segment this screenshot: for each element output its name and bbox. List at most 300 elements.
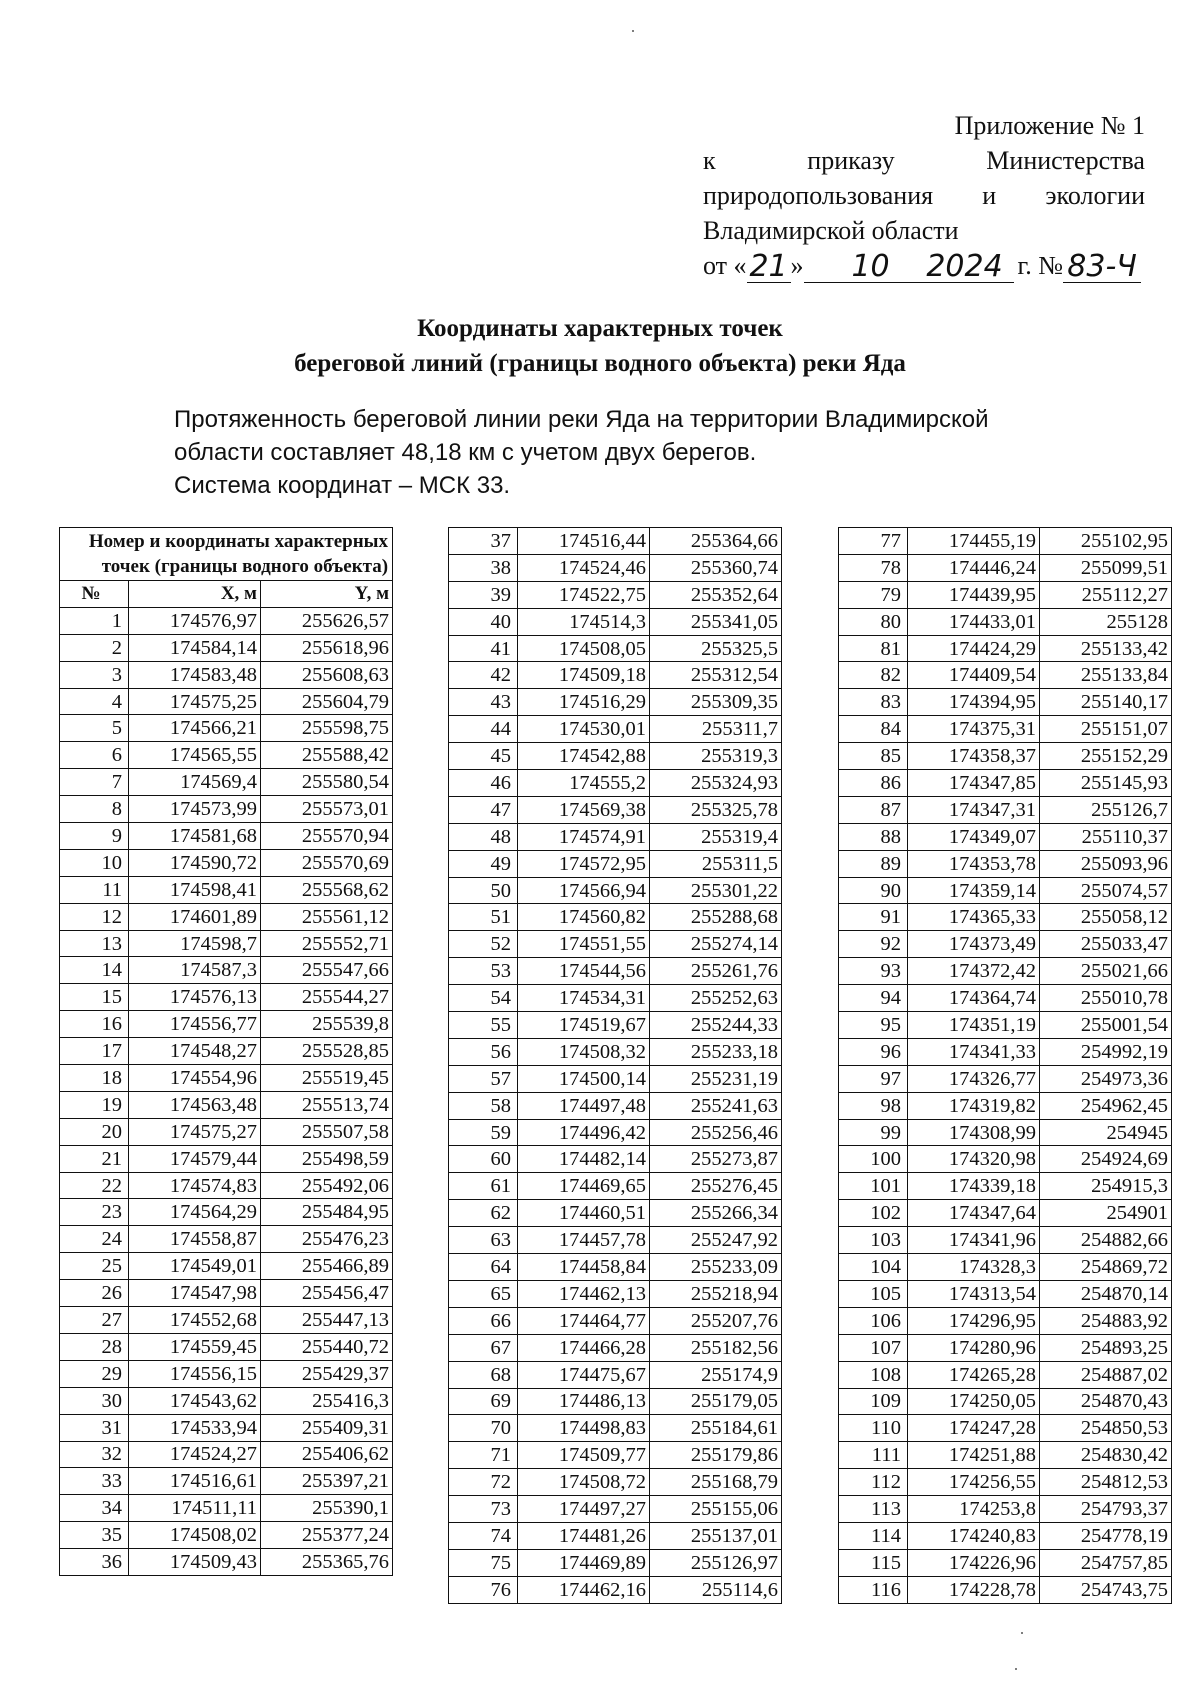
table-row: [449, 1549, 782, 1576]
coord-y: 255152,29: [1040, 743, 1172, 770]
coord-y: 255233,18: [650, 1038, 782, 1065]
point-number: 111: [839, 1442, 908, 1469]
point-number: 23: [60, 1199, 129, 1226]
table-row: [839, 1254, 1172, 1281]
table-row: [449, 985, 782, 1012]
coord-y: 255261,76: [650, 958, 782, 985]
point-number: 11: [60, 876, 129, 903]
point-number: 63: [449, 1227, 518, 1254]
table-row: [449, 581, 782, 608]
coord-x: 174433,01: [908, 608, 1040, 635]
coord-x: 174247,28: [908, 1415, 1040, 1442]
point-number: 77: [839, 528, 908, 555]
table-row: [60, 1065, 393, 1092]
point-number: 66: [449, 1307, 518, 1334]
coord-y: 255360,74: [650, 554, 782, 581]
point-number: 91: [839, 904, 908, 931]
intro-line-3: Система координат – МСК 33.: [174, 472, 511, 499]
coord-y: 254945: [1040, 1119, 1172, 1146]
coord-x: 174581,68: [129, 823, 261, 850]
table-row: [449, 662, 782, 689]
coord-x: 174486,13: [518, 1388, 650, 1415]
table-row: [839, 743, 1172, 770]
table-row: [839, 1119, 1172, 1146]
coord-x: 174280,96: [908, 1334, 1040, 1361]
column-header-x: X, м: [129, 581, 261, 608]
coord-y: 254973,36: [1040, 1065, 1172, 1092]
point-number: 100: [839, 1146, 908, 1173]
point-number: 86: [839, 770, 908, 797]
point-number: 70: [449, 1415, 518, 1442]
coord-x: 174497,27: [518, 1496, 650, 1523]
coord-y: 255365,76: [261, 1549, 393, 1576]
coord-x: 174409,54: [908, 662, 1040, 689]
point-number: 57: [449, 1065, 518, 1092]
coord-x: 174375,31: [908, 716, 1040, 743]
coord-x: 174575,25: [129, 688, 261, 715]
table-row: [839, 850, 1172, 877]
coord-x: 174475,67: [518, 1361, 650, 1388]
coord-y: 255309,35: [650, 689, 782, 716]
coord-y: 255561,12: [261, 903, 393, 930]
coord-x: 174508,05: [518, 635, 650, 662]
coordinates-table-2: [448, 527, 782, 1604]
point-number: 40: [449, 608, 518, 635]
table-row: [449, 1307, 782, 1334]
coord-y: 255151,07: [1040, 716, 1172, 743]
coord-y: 254962,45: [1040, 1092, 1172, 1119]
scan-speck: [1015, 1668, 1017, 1670]
coord-y: 255133,84: [1040, 662, 1172, 689]
table-row: [60, 1011, 393, 1038]
coord-x: 174524,27: [129, 1441, 261, 1468]
point-number: 76: [449, 1576, 518, 1603]
point-number: 29: [60, 1360, 129, 1387]
coordinates-table-3: [838, 527, 1172, 1604]
table-row: [839, 1200, 1172, 1227]
table-row: [60, 984, 393, 1011]
point-number: 55: [449, 1012, 518, 1039]
coord-x: 174469,65: [518, 1173, 650, 1200]
table-row: [449, 1092, 782, 1119]
point-number: 48: [449, 823, 518, 850]
coord-y: 255001,54: [1040, 1012, 1172, 1039]
coord-y: 255266,34: [650, 1200, 782, 1227]
point-number: 8: [60, 796, 129, 823]
table-row: [839, 1522, 1172, 1549]
table-row: [449, 877, 782, 904]
point-number: 43: [449, 689, 518, 716]
point-number: 17: [60, 1038, 129, 1065]
point-number: 84: [839, 716, 908, 743]
scan-speck: [1021, 1632, 1023, 1634]
point-number: 21: [60, 1145, 129, 1172]
appendix-date-line: [703, 248, 1145, 283]
point-number: 9: [60, 823, 129, 850]
table-row: [449, 850, 782, 877]
table-row: [449, 931, 782, 958]
point-number: 32: [60, 1441, 129, 1468]
table-row: [839, 931, 1172, 958]
coord-y: 255244,33: [650, 1012, 782, 1039]
table-row: [449, 1496, 782, 1523]
coord-y: 255184,61: [650, 1415, 782, 1442]
table-row: [60, 903, 393, 930]
appendix-word: Министерства: [986, 146, 1145, 175]
coord-x: 174508,72: [518, 1469, 650, 1496]
date-suffix: г. №: [1017, 251, 1064, 280]
coord-x: 174542,88: [518, 743, 650, 770]
intro-paragraph: [174, 403, 1134, 502]
table-row: [839, 635, 1172, 662]
table-row: [839, 581, 1172, 608]
appendix-word: природопользования: [703, 181, 934, 210]
coord-y: 255539,8: [261, 1011, 393, 1038]
point-number: 41: [449, 635, 518, 662]
coord-y: 255513,74: [261, 1091, 393, 1118]
point-number: 95: [839, 1012, 908, 1039]
table-row: [60, 1091, 393, 1118]
table-row: [60, 1172, 393, 1199]
coord-y: 255484,95: [261, 1199, 393, 1226]
coord-y: 255218,94: [650, 1280, 782, 1307]
coord-x: 174555,2: [518, 770, 650, 797]
coord-y: 255133,42: [1040, 635, 1172, 662]
point-number: 65: [449, 1280, 518, 1307]
point-number: 4: [60, 688, 129, 715]
point-number: 60: [449, 1146, 518, 1173]
point-number: 59: [449, 1119, 518, 1146]
coord-y: 255155,06: [650, 1496, 782, 1523]
column-header-number: №: [60, 581, 129, 608]
coord-x: 174572,95: [518, 850, 650, 877]
table-row: [60, 1253, 393, 1280]
appendix-block: [703, 108, 1145, 283]
coord-y: 255074,57: [1040, 877, 1172, 904]
coord-x: 174544,56: [518, 958, 650, 985]
coord-y: 255174,9: [650, 1361, 782, 1388]
point-number: 52: [449, 931, 518, 958]
table-row: [839, 796, 1172, 823]
point-number: 62: [449, 1200, 518, 1227]
coord-x: 174498,83: [518, 1415, 650, 1442]
point-number: 78: [839, 554, 908, 581]
table-row: [60, 607, 393, 634]
table-row: [60, 1414, 393, 1441]
coord-y: 255440,72: [261, 1333, 393, 1360]
coord-x: 174460,51: [518, 1200, 650, 1227]
date-year-handwritten: 2024: [916, 252, 1014, 283]
coord-y: 254793,37: [1040, 1496, 1172, 1523]
date-month-handwritten: 10: [826, 252, 916, 283]
table-row: [449, 1522, 782, 1549]
coord-x: 174328,3: [908, 1254, 1040, 1281]
table-row: [449, 1119, 782, 1146]
table-row: [60, 1038, 393, 1065]
coord-y: 255406,62: [261, 1441, 393, 1468]
table-row: [60, 1226, 393, 1253]
coord-y: 255390,1: [261, 1495, 393, 1522]
coord-x: 174458,84: [518, 1254, 650, 1281]
coord-x: 174341,96: [908, 1227, 1040, 1254]
coord-x: 174497,48: [518, 1092, 650, 1119]
table-row: [449, 1254, 782, 1281]
appendix-word: экологии: [1045, 181, 1145, 210]
table-row: [839, 1361, 1172, 1388]
table-row: [449, 1415, 782, 1442]
point-number: 108: [839, 1361, 908, 1388]
point-number: 82: [839, 662, 908, 689]
coord-x: 174584,14: [129, 634, 261, 661]
coord-y: 255273,87: [650, 1146, 782, 1173]
table-row: [449, 635, 782, 662]
table-row: [449, 528, 782, 555]
point-number: 75: [449, 1549, 518, 1576]
point-number: 38: [449, 554, 518, 581]
order-number-handwritten: 83-Ч: [1063, 252, 1141, 283]
table-row: [60, 823, 393, 850]
coord-y: 255256,46: [650, 1119, 782, 1146]
coord-y: 255476,23: [261, 1226, 393, 1253]
table-header: Номер и координаты характерных точек (границы водного объекта): [60, 528, 393, 581]
coord-y: 255010,78: [1040, 985, 1172, 1012]
coord-x: 174439,95: [908, 581, 1040, 608]
point-number: 103: [839, 1227, 908, 1254]
coord-y: 255312,54: [650, 662, 782, 689]
coord-y: 255492,06: [261, 1172, 393, 1199]
table-row: [449, 1280, 782, 1307]
coord-x: 174556,15: [129, 1360, 261, 1387]
coord-x: 174575,27: [129, 1118, 261, 1145]
coord-x: 174558,87: [129, 1226, 261, 1253]
table-row: [449, 554, 782, 581]
point-number: 20: [60, 1118, 129, 1145]
coord-x: 174251,88: [908, 1442, 1040, 1469]
coord-y: 255099,51: [1040, 554, 1172, 581]
appendix-region: Владимирской области: [703, 216, 959, 245]
coord-x: 174549,01: [129, 1253, 261, 1280]
coord-y: 255552,71: [261, 930, 393, 957]
point-number: 87: [839, 796, 908, 823]
appendix-word: приказу: [807, 146, 895, 175]
point-number: 97: [839, 1065, 908, 1092]
table-row: [839, 904, 1172, 931]
point-number: 90: [839, 877, 908, 904]
coord-x: 174522,75: [518, 581, 650, 608]
point-number: 30: [60, 1387, 129, 1414]
coord-y: 255547,66: [261, 957, 393, 984]
table-row: [60, 1333, 393, 1360]
point-number: 110: [839, 1415, 908, 1442]
point-number: 92: [839, 931, 908, 958]
point-number: 96: [839, 1038, 908, 1065]
table-row: [60, 796, 393, 823]
point-number: 42: [449, 662, 518, 689]
table-row: [60, 876, 393, 903]
date-underline: [804, 282, 826, 283]
table-row: [839, 1496, 1172, 1523]
point-number: 1: [60, 607, 129, 634]
coord-y: 254812,53: [1040, 1469, 1172, 1496]
coord-y: 254883,92: [1040, 1307, 1172, 1334]
table-row: [60, 1441, 393, 1468]
coord-x: 174326,77: [908, 1065, 1040, 1092]
coord-x: 174462,16: [518, 1576, 650, 1603]
coord-y: 254743,75: [1040, 1576, 1172, 1603]
table-row: [839, 1012, 1172, 1039]
coord-x: 174583,48: [129, 661, 261, 688]
coord-x: 174551,55: [518, 931, 650, 958]
coord-y: 255570,94: [261, 823, 393, 850]
table-row: [449, 796, 782, 823]
coord-x: 174566,21: [129, 715, 261, 742]
table-row: [449, 1200, 782, 1227]
coord-y: 254850,53: [1040, 1415, 1172, 1442]
point-number: 93: [839, 958, 908, 985]
coord-y: 255598,75: [261, 715, 393, 742]
coord-y: 255182,56: [650, 1334, 782, 1361]
point-number: 58: [449, 1092, 518, 1119]
coord-x: 174250,05: [908, 1388, 1040, 1415]
coord-y: 255021,66: [1040, 958, 1172, 985]
point-number: 85: [839, 743, 908, 770]
table-row: [60, 1468, 393, 1495]
coord-x: 174533,94: [129, 1414, 261, 1441]
table-row: [60, 634, 393, 661]
coord-y: 255604,79: [261, 688, 393, 715]
coord-x: 174320,98: [908, 1146, 1040, 1173]
coord-x: 174308,99: [908, 1119, 1040, 1146]
table-row: [839, 1415, 1172, 1442]
coord-x: 174481,26: [518, 1522, 650, 1549]
coord-x: 174256,55: [908, 1469, 1040, 1496]
coord-y: 255288,68: [650, 904, 782, 931]
coord-x: 174516,44: [518, 528, 650, 555]
table-row: [60, 1495, 393, 1522]
coord-y: 254893,25: [1040, 1334, 1172, 1361]
coord-y: 255247,92: [650, 1227, 782, 1254]
table-row: [60, 1307, 393, 1334]
coord-x: 174569,4: [129, 769, 261, 796]
date-prefix: от «: [703, 251, 747, 280]
coord-x: 174601,89: [129, 903, 261, 930]
coord-x: 174347,64: [908, 1200, 1040, 1227]
coord-x: 174508,32: [518, 1038, 650, 1065]
coord-y: 255341,05: [650, 608, 782, 635]
coord-y: 255608,63: [261, 661, 393, 688]
coord-y: 255573,01: [261, 796, 393, 823]
coord-x: 174587,3: [129, 957, 261, 984]
coord-y: 255325,5: [650, 635, 782, 662]
coord-y: 255102,95: [1040, 528, 1172, 555]
point-number: 53: [449, 958, 518, 985]
table-row: [449, 770, 782, 797]
coord-x: 174566,94: [518, 877, 650, 904]
coord-y: 255544,27: [261, 984, 393, 1011]
table-row: [839, 770, 1172, 797]
coord-x: 174598,7: [129, 930, 261, 957]
coord-y: 254924,69: [1040, 1146, 1172, 1173]
table-row: [449, 1038, 782, 1065]
coord-x: 174313,54: [908, 1280, 1040, 1307]
coord-x: 174511,11: [129, 1495, 261, 1522]
table-row: [60, 715, 393, 742]
point-number: 10: [60, 849, 129, 876]
coordinates-table-1: [59, 527, 393, 1576]
point-number: 31: [60, 1414, 129, 1441]
coord-y: 255447,13: [261, 1307, 393, 1334]
table-row: [449, 823, 782, 850]
coord-x: 174576,13: [129, 984, 261, 1011]
coord-x: 174547,98: [129, 1280, 261, 1307]
coord-x: 174464,77: [518, 1307, 650, 1334]
coord-y: 254882,66: [1040, 1227, 1172, 1254]
coord-x: 174228,78: [908, 1576, 1040, 1603]
point-number: 50: [449, 877, 518, 904]
coord-y: 255498,59: [261, 1145, 393, 1172]
coord-y: 254870,43: [1040, 1388, 1172, 1415]
table-row: [839, 1227, 1172, 1254]
coord-x: 174364,74: [908, 985, 1040, 1012]
point-number: 6: [60, 742, 129, 769]
table-row: [60, 1387, 393, 1414]
coord-y: 254870,14: [1040, 1280, 1172, 1307]
appendix-line-ministry: [703, 178, 1145, 213]
coord-x: 174466,28: [518, 1334, 650, 1361]
coord-y: 254830,42: [1040, 1442, 1172, 1469]
point-number: 15: [60, 984, 129, 1011]
point-number: 104: [839, 1254, 908, 1281]
point-number: 14: [60, 957, 129, 984]
point-number: 22: [60, 1172, 129, 1199]
coord-y: 255252,63: [650, 985, 782, 1012]
table-row: [839, 1173, 1172, 1200]
coord-x: 174563,48: [129, 1091, 261, 1118]
coord-y: 255364,66: [650, 528, 782, 555]
point-number: 74: [449, 1522, 518, 1549]
point-number: 105: [839, 1280, 908, 1307]
coord-y: 255409,31: [261, 1414, 393, 1441]
coord-x: 174579,44: [129, 1145, 261, 1172]
coord-x: 174530,01: [518, 716, 650, 743]
point-number: 115: [839, 1549, 908, 1576]
point-number: 25: [60, 1253, 129, 1280]
table-row: [60, 661, 393, 688]
coord-y: 255114,6: [650, 1576, 782, 1603]
point-number: 79: [839, 581, 908, 608]
coord-y: 255466,89: [261, 1253, 393, 1280]
table-row: [449, 1065, 782, 1092]
table-row: [839, 1442, 1172, 1469]
coord-x: 174358,37: [908, 743, 1040, 770]
point-number: 83: [839, 689, 908, 716]
table-row: [449, 1442, 782, 1469]
coord-y: 254901: [1040, 1200, 1172, 1227]
point-number: 12: [60, 903, 129, 930]
intro-line-1: Протяженность береговой линии реки Яда на территории Владимирской: [174, 406, 989, 433]
table-row: [839, 1146, 1172, 1173]
coord-y: 255093,96: [1040, 850, 1172, 877]
table-row: [839, 554, 1172, 581]
point-number: 72: [449, 1469, 518, 1496]
intro-line-2: области составляет 48,18 км с учетом двух берегов.: [174, 439, 757, 466]
coord-y: 254757,85: [1040, 1549, 1172, 1576]
point-number: 88: [839, 823, 908, 850]
coord-x: 174509,77: [518, 1442, 650, 1469]
table-row: [60, 930, 393, 957]
table-row: [839, 1065, 1172, 1092]
appendix-word: и: [982, 181, 997, 210]
